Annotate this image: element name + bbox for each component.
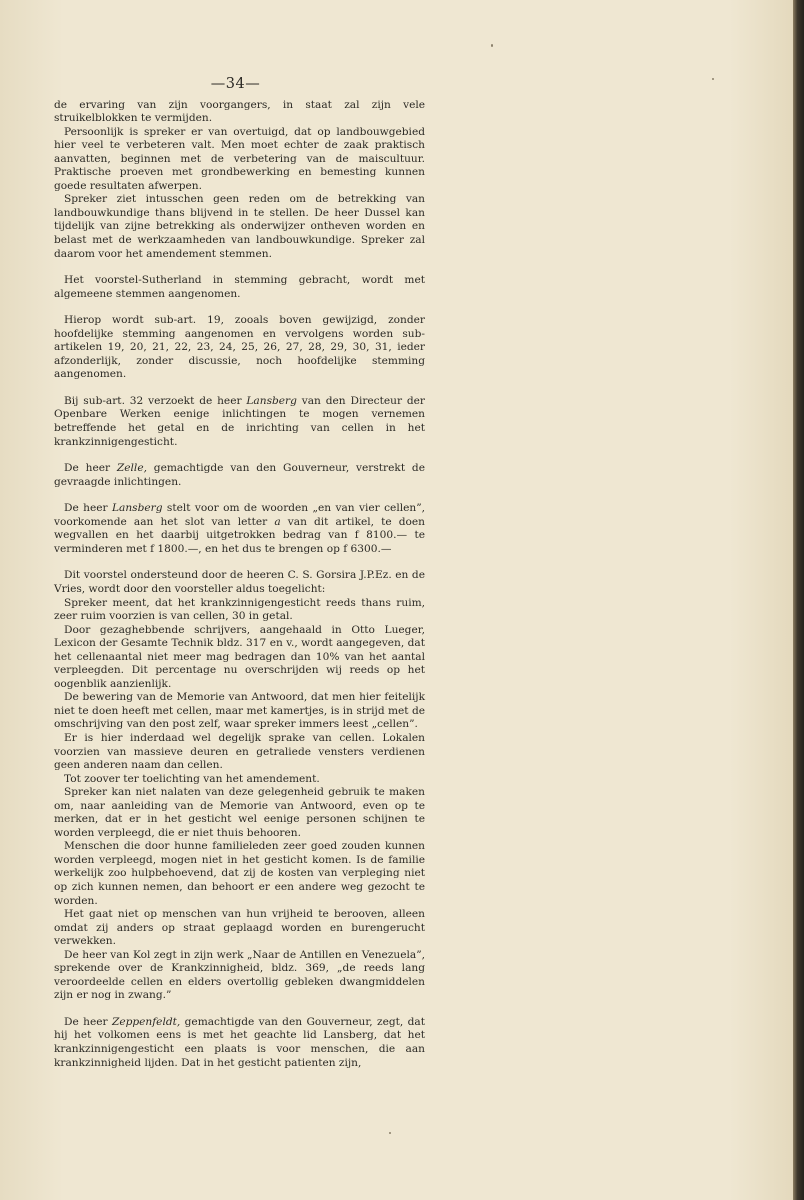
paper-speck xyxy=(712,78,714,80)
paragraph: Menschen die door hunne familieleden zeer goed zouden kunnen worden verpleegd, mogen niet in het gesticht komen. Is de familie werkelijk zoo hulpbehoevend, dat zij de kosten van verpleging niet op zich kunnen nemen, dan behoort er een andere weg gezocht te worden. xyxy=(54,840,425,907)
page-edge-shadow xyxy=(793,0,804,1200)
paragraph xyxy=(54,395,425,449)
paragraph: Hierop wordt sub-art. 19, zooals boven gewijzigd, zonder hoofdelijke stemming aangenomen en vervolgens worden sub-artikelen 19, 20, 21, 22, 23, 24, 25, 26, 27, 28, 29, 30, 31, ieder afzonderlijk, zonder discussie, noch hoofdelijke stemming aangenomen. xyxy=(54,314,425,381)
paragraph: Er is hier inderdaad wel degelijk sprake van cellen. Lokalen voorzien van massieve deuren en getraliede vensters verdienen geen anderen naam dan cellen. xyxy=(54,731,425,772)
paragraph-group xyxy=(54,314,425,382)
text-run: van den Directeur der Openbare Werken eenige inlichtingen te mogen vernemen betreffende het getal en de inrichting van cellen in het krankzinnigengesticht. xyxy=(54,394,425,448)
text-run: van dit artikel, te doen wegvallen en het daarbij uitgetrokken bedrag van f 8100.— te verminderen met f 1800.—, en het dus te brengen op f 6300.— xyxy=(54,515,426,555)
paragraph: Het voorstel-Sutherland in stemming gebracht, wordt met algemeene stemmen aangenomen. xyxy=(54,274,425,300)
paragraph-group xyxy=(54,1016,425,1070)
paper-speck xyxy=(491,44,493,47)
text-run: stelt voor om de woorden „en van vier cellen”, voorkomende aan het slot van letter xyxy=(54,502,425,528)
paragraph: Spreker kan niet nalaten van deze gelegenheid gebruik te maken om, naar aanleiding van de Memorie van Antwoord, even op te merken, dat er in het gesticht wel eenige personen schijnen te worden verpleegd, die er niet thuis behooren. xyxy=(54,786,425,839)
letter-reference: a xyxy=(274,515,281,528)
text-run: gemachtigde van den Gouverneur, zegt, dat hij het volkomen eens is met het geachte lid Lansberg, dat het krankzinnigengesticht een plaats is voor menschen, die aan krankzinnigheid lijden. Dat in het gesticht patienten zijn, xyxy=(54,1015,425,1069)
paragraph: de ervaring van zijn voorgangers, in staat zal zijn vele struikelblokken te vermijden. xyxy=(54,98,425,125)
speaker-name: Zeppenfeldt, xyxy=(111,1015,181,1028)
paragraph: Tot zoover ter toelichting van het amendement. xyxy=(64,772,320,785)
paragraph: De heer van Kol zegt in zijn werk „Naar de Antillen en Venezuela”, sprekende over de Krankzinnigheid, bldz. 369, „de reeds lang veroordeelde cellen en elders overtollig gebleken dwangmiddelen zijn er nog in zwang.” xyxy=(54,948,425,1002)
speaker-name: Zelle, xyxy=(116,462,147,475)
paragraph: Dit voorstel ondersteund door de heeren C. S. Gorsira J.P.Ez. en de Vries, wordt door den voorsteller aldus toegelicht: xyxy=(54,569,425,595)
paragraph-group xyxy=(54,569,425,1003)
speaker-name: Lansberg xyxy=(111,502,163,515)
paragraph-group xyxy=(54,395,425,449)
paragraph-group xyxy=(54,462,425,489)
paragraph: Persoonlijk is spreker er van overtuigd, dat op landbouwgebied hier veel te verbeteren valt. Men moet echter de zaak praktisch aanvatten, beginnen met de verbetering van de maiscultuur. Praktische proeven met grondbewerking en bemesting kunnen goede resultaten afwerpen. xyxy=(54,125,425,192)
speaker-name: Lansberg xyxy=(246,394,297,407)
text-run: gemachtigde van den Gouverneur, verstrekt de gevraagde inlichtingen. xyxy=(54,462,425,488)
text-run: De heer xyxy=(64,462,117,475)
paragraph xyxy=(54,1016,425,1070)
paragraph: Spreker ziet intusschen geen reden om de betrekking van landbouwkundige thans blijvend in te stellen. De heer Dussel kan tijdelijk van zijne betrekking als onderwijzer ontheven worden en belast met de werkzaamheden van landbouwkundige. Spreker zal daarom voor het amendement stemmen. xyxy=(54,193,425,260)
paragraph: De bewering van de Memorie van Antwoord, dat men hier feitelijk niet te doen heeft met cellen, maar met kamertjes, is in strijd met de omschrijving van den post zelf, waar spreker immers leest „cellen”. xyxy=(54,691,425,731)
paragraph xyxy=(54,502,425,556)
page-text xyxy=(54,78,425,1083)
paragraph: Spreker meent, dat het krankzinnigengesticht reeds thans ruim, zeer ruim voorzien is van cellen, 30 in getal. xyxy=(54,596,425,623)
paragraph xyxy=(54,462,425,489)
paragraph-group xyxy=(54,274,425,301)
paragraph-group xyxy=(54,502,425,556)
text-run: De heer xyxy=(64,502,112,515)
paragraph: Het gaat niet op menschen van hun vrijheid te berooven, alleen omdat zij anders op straat geplaagd worden en burengerucht verwekken. xyxy=(54,908,425,948)
paragraph-group xyxy=(54,99,425,262)
paragraph: Door gezaghebbende schrijvers, aangehaald in Otto Lueger, Lexicon der Gesamte Technik bldz. 317 en v., wordt aangegeven, dat het cellenaantal niet meer mag bedragen dan 10% van het aantal verpleegden. Dit percentage nu overschrijden wij reeds op het oogenblik aanzienlijk. xyxy=(54,623,425,690)
page-number: —34— xyxy=(210,76,261,92)
text-run: Bij sub-art. 32 verzoekt de heer xyxy=(64,394,247,407)
text-run: De heer xyxy=(64,1015,112,1028)
paper-speck xyxy=(389,1132,391,1134)
